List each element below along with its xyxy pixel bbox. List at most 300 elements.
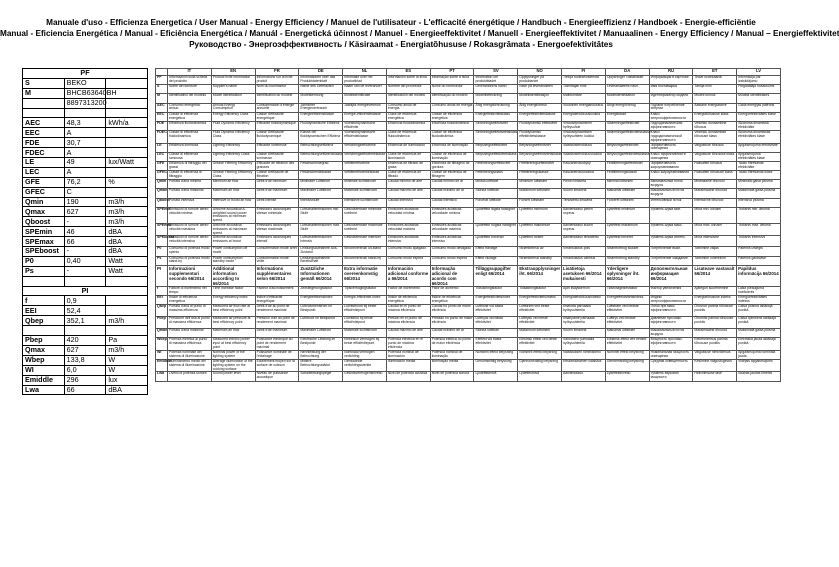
- defs-cell: Strømningseffektivitetsklasse: [605, 131, 649, 143]
- defs-cell: Класс энергоэффективности: [649, 112, 693, 121]
- defs-cell: Energy Efficiency Class: [211, 112, 255, 121]
- spec-row: [23, 375, 148, 385]
- defs-cell: Energieeffizienzindex: [299, 295, 343, 304]
- defs-cell: Luftvolumenstrom im Bestpunkt: [299, 305, 343, 317]
- defs-cell: Virtausdynaamisen hyötysuhteen luokka: [562, 131, 606, 143]
- spec-blank-cell: [64, 276, 106, 286]
- defs-row: [156, 76, 781, 85]
- defs-cell: Emissioni di rumore aereo velocità intensiva: [168, 236, 212, 247]
- defs-cell: Vetfilterefficiëntieklasse: [343, 171, 387, 180]
- spec-table: [22, 68, 148, 395]
- defs-cell: Iluminación media: [386, 359, 430, 371]
- spec-blank-cell: [64, 326, 106, 336]
- defs-cell: Suurin ilmavirta: [562, 189, 606, 198]
- defs-cell: Classe de eficiência de filtragem: [430, 171, 474, 180]
- defs-cell: Informazioni supplementari secondo 66/2014: [168, 265, 212, 286]
- defs-cell: Tarbimine ooterežiim: [693, 256, 737, 265]
- defs-lang-header: LV: [737, 69, 781, 76]
- defs-row: [156, 94, 781, 103]
- defs-cell: Gada enerģijas patēriņš: [737, 103, 781, 112]
- defs-cell: Belysningseffektivitet: [605, 143, 649, 152]
- defs-cell: Ljudeffekt forcerad: [474, 236, 518, 247]
- defs-cell: Presión en el punto de máxima eficiencia: [386, 317, 430, 329]
- defs-cell: Energieffektivitetsindeks: [518, 295, 562, 304]
- defs-cell: Clase de eficiencia fluidodinámica: [386, 131, 430, 143]
- defs-cell: Identificación del modelo: [386, 94, 430, 103]
- spec-key: P0: [23, 256, 65, 266]
- defs-cell: Geluidsemissie intensief: [343, 236, 387, 247]
- defs-cell: Energoefektivitātes klase: [737, 112, 781, 121]
- defs-cell: Energoefektivitātes indekss: [737, 295, 781, 304]
- defs-cell: Maximum air flow: [211, 189, 255, 198]
- defs-cell: Fettabscheidegrad: [299, 161, 343, 170]
- defs-cell: Pienin ilmavirta: [562, 180, 606, 189]
- defs-cell: Virtausdynaaminen hyötysuhde: [562, 121, 606, 130]
- defs-cell: Vloeistofdynamische efficiëntieklasse: [343, 131, 387, 143]
- defs-cell: Lydeffektnivå: [518, 372, 562, 381]
- defs-cell: Pressão no ponto de maior eficiência: [430, 317, 474, 329]
- defs-lang-header: NL: [343, 69, 387, 76]
- defs-row: [156, 103, 781, 112]
- defs-cell: Fettfiltreringsklass: [474, 171, 518, 180]
- defs-cell: Vetfilterefficiëntie: [343, 161, 387, 170]
- spec-value: 48,3: [64, 118, 106, 128]
- defs-cell: Opplysninger på produktarket: [518, 76, 562, 85]
- defs-cell: Luftschallemissionen min. Stufe: [299, 207, 343, 223]
- defs-cell: Õhuvool parima tõhususe punktis: [693, 305, 737, 317]
- defs-cell: Tijdsverhogingsfactor: [343, 286, 387, 295]
- defs-cell: Caudal mínimo de aire: [386, 180, 430, 189]
- defs-cell: Información sobre la ficha: [386, 76, 430, 85]
- defs-cell: Tauku filtrēšanas efektivitāte: [737, 161, 781, 170]
- defs-row: [156, 152, 781, 161]
- defs-cell: Extra informatie overeenkomstig 66/2014: [343, 265, 387, 286]
- spec-value: 296: [64, 375, 106, 385]
- spec-row: [23, 207, 148, 217]
- defs-cell: Информация в карточке: [649, 76, 693, 85]
- defs-cell: Leverandørens navn: [605, 85, 649, 94]
- defs-cell: Lydeffekt maksimum: [518, 224, 562, 236]
- defs-cell: Intensiivne õhuvool: [693, 198, 737, 207]
- defs-cell: Efficienza di filtraggio dei grassi: [168, 161, 212, 170]
- defs-cell: Eficiencia de filtrado de grasa: [386, 161, 430, 170]
- defs-cell: Fluiddynamisk effektivitetsklasse: [518, 131, 562, 143]
- defs-cell: Minimālā gaisa plūsma: [737, 180, 781, 189]
- defs-cell: Sound power level: [211, 372, 255, 381]
- defs-cell: Grease Filtering Efficiency Class: [211, 171, 255, 180]
- defs-cell: Luftschallemissionen Intensiv: [299, 236, 343, 247]
- spec-key: Qmax: [23, 345, 65, 355]
- defs-cell: Leistungsaufnahme Aus-Zustand: [299, 247, 343, 256]
- defs-cell: Класс жироулавливания: [649, 171, 693, 180]
- defs-cell: Klasse der fluiddynamischen Effizienz: [299, 131, 343, 143]
- defs-cell: Fettabscheideklasse: [299, 171, 343, 180]
- defs-cell: Valaistustehokkuusluokka: [562, 152, 606, 161]
- spec-row: [23, 138, 148, 148]
- defs-cell: Consumo modo apagado: [386, 247, 430, 256]
- defs-cell: Tarnija nimi: [693, 85, 737, 94]
- defs-cell: Belysningseffektivitet: [474, 143, 518, 152]
- defs-lang-header: DE: [299, 69, 343, 76]
- defs-cell: Potenza elettrica al punto di massima efficienza: [168, 338, 212, 350]
- defs-cell: Energiatõhususe klass: [693, 112, 737, 121]
- defs-cell: Jährlicher Energieverbrauch: [299, 103, 343, 112]
- defs-cell: Caudal máximo de ar: [430, 329, 474, 338]
- defs-cell: Débit d'air minimum: [255, 180, 299, 189]
- spec-value: 0,40: [64, 256, 106, 266]
- defs-code: Ps: [156, 256, 168, 265]
- defs-cell: Уровень шума мин.: [649, 207, 693, 223]
- defs-cell: Rasvanerotuskyky: [562, 161, 606, 170]
- defs-cell: Belysningseffektivitet: [518, 143, 562, 152]
- defs-cell: Elektrisk effekt ved bedste effektivitet: [605, 338, 649, 350]
- defs-cell: Tarbimine väljas: [693, 247, 737, 256]
- spec-blank-row: [23, 108, 148, 118]
- defs-cell: Virrankulutus pois: [562, 247, 606, 256]
- defs-cell: Elektrisch vermogen bij beste efficiëntiepunt: [343, 338, 387, 350]
- defs-cell: Energiatõhususe indeks: [693, 295, 737, 304]
- defs-cell: Forceret luftstrøm: [605, 198, 649, 207]
- defs-cell: Fettfiltreringsklasse: [518, 171, 562, 180]
- defs-cell: Elektrivõimsus parima tõhususe punktis: [693, 338, 737, 350]
- defs-cell: Фактор увеличения: [649, 286, 693, 295]
- defs-cell: Fedtfiltreringsklasse: [605, 171, 649, 180]
- defs-cell: Consommation d'énergie annuelle: [255, 103, 299, 112]
- spec-row: [23, 217, 148, 227]
- defs-cell: Papildus informācija 66/2014: [737, 265, 781, 286]
- spec-row: [23, 118, 148, 128]
- defs-cell: Maksimum luftstrøm: [518, 329, 562, 338]
- defs-cell: Suurin ilmavirta: [562, 329, 606, 338]
- defs-cell: Lydeffekt minimum: [605, 207, 649, 223]
- defs-cell: Informação sobre a ficha: [430, 76, 474, 85]
- spec-section-label: PI: [23, 286, 148, 296]
- spec-value: 49: [64, 158, 106, 168]
- spec-key: Pbep: [23, 336, 65, 346]
- defs-cell: Potenza nominale del sistema di illuminazione: [168, 350, 212, 359]
- defs-cell: Average illumination of the lighting system on the cooking surface: [211, 359, 255, 371]
- defs-cell: Lufttryck vid bästa effektivitet: [474, 317, 518, 329]
- defs-cell: Indice di efficienza energetica: [168, 295, 212, 304]
- spec-unit: dBA: [106, 385, 148, 395]
- defs-cell: Emissioni di rumore aereo velocità massima: [168, 224, 212, 236]
- defs-cell: Уровень шума интенс.: [649, 236, 693, 247]
- defs-cell: Šķidruma dinamiskā efektivitāte: [737, 121, 781, 130]
- defs-cell: Fettfiltreringseffektivitet: [474, 161, 518, 170]
- spec-value: BEKO: [64, 78, 106, 88]
- defs-code: Lwa: [156, 372, 168, 381]
- defs-cell: Största luftflöde: [474, 329, 518, 338]
- defs-cell: Beleuchtungseffizienzklasse: [299, 152, 343, 161]
- defs-cell: Clase de eficiencia de iluminación: [386, 152, 430, 161]
- defs-cell: Effekt viloläge: [474, 256, 518, 265]
- spec-section-header: [23, 69, 148, 79]
- defs-cell: Nominell effekt belysning: [518, 350, 562, 359]
- defs-cell: Eficiência fluidodinâmica: [430, 121, 474, 130]
- defs-cell: Fator de aumento: [430, 286, 474, 295]
- defs-cell: Portata d'aria al punto di massima efficienza: [168, 305, 212, 317]
- spec-section-header: [23, 286, 148, 296]
- defs-cell: Émissions acoustiques vitesse minimale: [255, 207, 299, 223]
- defs-cell: Vloeistofdynamische efficiëntie: [343, 121, 387, 130]
- defs-cell: Eficiência de filtragem de gordura: [430, 161, 474, 170]
- defs-cell: Maximum air flow: [211, 329, 255, 338]
- defs-cell: Eleffekt vid bästa effektivitet: [474, 338, 518, 350]
- defs-cell: Caudal máximo de aire: [386, 189, 430, 198]
- spec-row: [23, 306, 148, 316]
- defs-cell: Consommation mode arrêt: [255, 247, 299, 256]
- defs-cell: Maksimālā gaisa plūsma: [737, 329, 781, 338]
- defs-cell: Energieffektivitetsklasse: [518, 112, 562, 121]
- defs-cell: Lydeffekt forsert: [518, 236, 562, 247]
- defs-cell: Mallitunniste: [562, 94, 606, 103]
- defs-cell: Класс гидродинамической эффективности: [649, 131, 693, 143]
- defs-cell: Эффективность жироулавливания: [649, 161, 693, 170]
- defs-cell: Maksimālā gaisa plūsma: [737, 189, 781, 198]
- defs-cell: Strømforbruk av: [518, 247, 562, 256]
- defs-cell: Luftstrøm ved bedste effektivitet: [605, 305, 649, 317]
- defs-code: GFEC: [156, 171, 168, 180]
- defs-cell: Vuotuinen energiankulutus: [562, 103, 606, 112]
- defs-cell: Strømningseffektivitet: [605, 121, 649, 130]
- defs-cell: Strømforbrug standby: [605, 256, 649, 265]
- defs-cell: Patēriņš izslēgts: [737, 247, 781, 256]
- defs-cell: Clase de eficiencia energética: [386, 112, 430, 121]
- spec-key: WI: [23, 365, 65, 375]
- defs-cell: Имя поставщика: [649, 85, 693, 94]
- defs-code: SPEboost: [156, 236, 168, 247]
- defs-cell: Årligt energiforbrug: [605, 103, 649, 112]
- defs-cell: Гидродинамическая эффективность: [649, 121, 693, 130]
- defs-cell: Давление при макс. эффективности: [649, 317, 693, 329]
- defs-cell: Índice de eficiência energética: [430, 295, 474, 304]
- defs-row: [156, 236, 781, 247]
- defs-cell: Уровень шума макс.: [649, 224, 693, 236]
- defs-cell: Lydeffekt minimum: [518, 207, 562, 223]
- spec-unit: Watt: [106, 266, 148, 276]
- defs-cell: Índice de eficiencia energética: [386, 295, 430, 304]
- defs-cell: Classe di efficienza luminosa: [168, 152, 212, 161]
- defs-cell: Airborne acoustical A-weighted sound power emissions at minimum speed: [211, 207, 255, 223]
- spec-key: Qboost: [23, 217, 65, 227]
- defs-cell: Maksimaalne õhuvool: [693, 189, 737, 198]
- defs-cell: Luchtdruk bij beste efficiëntiepunt: [343, 317, 387, 329]
- defs-code: GFE: [156, 161, 168, 170]
- defs-cell: Modeļa identifikators: [737, 94, 781, 103]
- defs-cell: Facteur d'accroissement: [255, 286, 299, 295]
- defs-cell: Nom du fournisseur: [255, 85, 299, 94]
- defs-cell: Classe de eficiência energética: [430, 112, 474, 121]
- defs-code: EEC: [156, 112, 168, 121]
- document-title: [0, 17, 839, 50]
- defs-cell: Минимальный поток воздуха: [649, 180, 693, 189]
- defs-lang-header: ES: [386, 69, 430, 76]
- spec-row: [23, 227, 148, 237]
- spec-row: [23, 256, 148, 266]
- spec-blank-row: [23, 326, 148, 336]
- defs-cell: Tehostettu ilmavirta: [562, 198, 606, 207]
- spec-row: [23, 237, 148, 247]
- defs-cell: Efficacité de filtration des graisses: [255, 161, 299, 170]
- defs-cell: Beleuchtungseffizienz: [299, 143, 343, 152]
- defs-cell: Emissões acústicas velocidade mínima: [430, 207, 474, 223]
- defs-cell: Identificação do modelo: [430, 94, 474, 103]
- defs-cell: Keskimääräinen valaistus: [562, 359, 606, 371]
- spec-row: [23, 167, 148, 177]
- spec-value: 30,7: [64, 138, 106, 148]
- defs-cell: Luftstrøm ved beste effektivitet: [518, 305, 562, 317]
- spec-key: M: [23, 88, 65, 98]
- spec-value: 46: [64, 227, 106, 237]
- defs-cell: Valgustuse nimivõimsus: [693, 350, 737, 359]
- defs-cell: Maximaler Luftstrom: [299, 329, 343, 338]
- spec-key: [23, 98, 65, 108]
- defs-cell: Classe de eficiência de iluminação: [430, 152, 474, 161]
- defs-row: [156, 143, 781, 152]
- defs-code: SPEmax: [156, 224, 168, 236]
- spec-key: FDEC: [23, 148, 65, 158]
- defs-cell: Поток при макс. эффективности: [649, 305, 693, 317]
- defs-cell: Emissões acústicas velocidade máxima: [430, 224, 474, 236]
- defs-cell: Energieeffizienzklasse: [299, 112, 343, 121]
- spec-key: Emiddle: [23, 375, 65, 385]
- defs-cell: Šķidruma dinamiskās efektivitātes klase: [737, 131, 781, 143]
- defs-cell: Nominell effekt belysning: [474, 350, 518, 359]
- defs-cell: Lufttryk ved bedste effektivitet: [605, 317, 649, 329]
- spec-unit: lux/Watt: [106, 158, 148, 168]
- defs-cell: Minimal luftstrøm: [605, 180, 649, 189]
- defs-cell: Valgustuse tõhususe klass: [693, 152, 737, 161]
- defs-cell: Puissance électrique au point de rendement maximal: [255, 338, 299, 350]
- defs-cell: Sähköteho parhaalla hyötysuhteella: [562, 338, 606, 350]
- defs-cell: Müra min. kiirusel: [693, 207, 737, 223]
- defs-cell: Årlig energiförbrukning: [474, 103, 518, 112]
- spec-key: Wbep: [23, 355, 65, 365]
- defs-code: WI: [156, 350, 168, 359]
- defs-cell: Nome do fornecedor: [430, 85, 474, 94]
- defs-cell: Forcerat luftflöde: [474, 198, 518, 207]
- spec-row: [23, 355, 148, 365]
- spec-value: -: [64, 247, 106, 257]
- defs-cell: Minimale luchtstroom: [343, 180, 387, 189]
- defs-code: LEC: [156, 152, 168, 161]
- defs-row: [156, 265, 781, 286]
- defs-cell: Ljudeffekt högsta hastighet: [474, 224, 518, 236]
- defs-cell: Fedtfiltreringseffektivitet: [605, 161, 649, 170]
- defs-cell: Classe de eficiência fluidodinâmica: [430, 131, 474, 143]
- spec-key: EEC: [23, 128, 65, 138]
- defs-cell: Идентификатор модели: [649, 94, 693, 103]
- defs-cell: Supplier's name: [211, 85, 255, 94]
- defs-cell: Интенсивный поток: [649, 198, 693, 207]
- defs-cell: Tidsøkningsfaktor: [518, 286, 562, 295]
- defs-cell: Modellbeteckning: [474, 94, 518, 103]
- defs-cell: Intensivstufe: [299, 198, 343, 207]
- defs-row: [156, 359, 781, 371]
- defs-cell: Minimaler Luftstrom: [299, 180, 343, 189]
- defs-cell: Fluid Dynamic Efficiency: [211, 121, 255, 130]
- defs-cell: Эффективность освещения: [649, 143, 693, 152]
- defs-code: PF: [156, 76, 168, 85]
- defs-cell: Lisätietoja asetuksen 66/2014 mukaisesti: [562, 265, 606, 286]
- spec-blank-cell: [106, 326, 148, 336]
- spec-value: A: [64, 167, 106, 177]
- defs-cell: Annual Energy Consumption: [211, 103, 255, 112]
- spec-unit: [106, 187, 148, 197]
- defs-code: PI: [156, 265, 168, 286]
- defs-cell: Informazioni sulla scheda del prodotto: [168, 76, 212, 85]
- defs-cell: Energy efficiency index: [211, 295, 255, 304]
- defs-cell: Maksimal luftstrøm: [605, 189, 649, 198]
- defs-cell: Classe di efficienza fluidodinamica: [168, 131, 212, 143]
- defs-cell: Informations supplémentaires selon 66/2014: [255, 265, 299, 286]
- defs-cell: Luftschallemissionen max. Stufe: [299, 224, 343, 236]
- spec-value: 627: [64, 207, 106, 217]
- defs-cell: Lydeffekt forceret: [605, 236, 649, 247]
- defs-row: [156, 372, 781, 381]
- defs-cell: Ljudeffekt lägsta hastighet: [474, 207, 518, 223]
- defs-cell: Максимальный поток воздуха: [649, 329, 693, 338]
- defs-cell: Müra max. kiirusel: [693, 224, 737, 236]
- defs-cell: Luchtstroom bij beste efficiëntiepunt: [343, 305, 387, 317]
- defs-code: Emiddle: [156, 359, 168, 371]
- defs-cell: Maximale luchtstroom: [343, 329, 387, 338]
- defs-cell: Minsta luftflöde: [474, 180, 518, 189]
- defs-cell: Zusätzliche Informationen gemäß 66/2014: [299, 265, 343, 286]
- defs-cell: Fluid Dynamic Efficiency Class: [211, 131, 255, 143]
- defs-cell: Débit intensif: [255, 198, 299, 207]
- defs-cell: Intensieve luchtstroom: [343, 198, 387, 207]
- spec-value: -: [64, 266, 106, 276]
- defs-cell: Modellkennung: [299, 94, 343, 103]
- spec-key: SPEmin: [23, 227, 65, 237]
- defs-lang-header: SV: [474, 69, 518, 76]
- defs-cell: Energiatehokkuusluokka: [562, 112, 606, 121]
- defs-cell: Minimum luftstrøm: [518, 180, 562, 189]
- spec-value: 0,9: [64, 296, 106, 306]
- defs-cell: Caudal máximo de ar: [430, 189, 474, 198]
- spec-blank-cell: [106, 108, 148, 118]
- defs-cell: Débit d'air maximum: [255, 189, 299, 198]
- title-line-3: Руководство - Энергоэффективность / Käsiraamat - Energiatõhususe / Rokasgrāmata - Energoefektivitātes: [189, 40, 613, 49]
- spec-blank-row: [23, 276, 148, 286]
- defs-cell: Airborne acoustical emissions at maximum speed: [211, 224, 255, 236]
- defs-cell: Energie-efficiëntie-index: [343, 295, 387, 304]
- spec-row: [23, 187, 148, 197]
- defs-cell: Äänitehotaso tehostettu: [562, 236, 606, 247]
- defs-cell: Maksimum luftstrøm: [518, 189, 562, 198]
- defs-cell: Rasvafiltri tõhususe klass: [693, 171, 737, 180]
- defs-cell: Intensive or boost air flow: [211, 198, 255, 207]
- defs-cell: Energieffektivitetsklass: [474, 112, 518, 121]
- defs-cell: Elektrisk effekt ved beste effektivitet: [518, 338, 562, 350]
- defs-cell: Classe d'efficacité lumineuse: [255, 152, 299, 161]
- spec-blank-cell: [106, 276, 148, 286]
- defs-row: [156, 305, 781, 317]
- defs-code: Qboost: [156, 198, 168, 207]
- spec-value: BHCB63640BH: [64, 88, 106, 98]
- defs-cell: Ilmavirta parhaalla hyötysuhteella: [562, 305, 606, 317]
- spec-key: FDE: [23, 138, 65, 148]
- defs-cell: Nominel effekt belysning: [605, 350, 649, 359]
- defs-cell: Gaisa plūsma labākajā punktā: [737, 305, 781, 317]
- defs-cell: Lisateave vastavalt 66/2014: [693, 265, 737, 286]
- defs-lang-header: EN: [211, 69, 255, 76]
- defs-code: AEC: [156, 103, 168, 112]
- defs-cell: Lighting Efficiency Class: [211, 152, 255, 161]
- defs-cell: Verlichtingsefficiëntieklasse: [343, 152, 387, 161]
- spec-row: [23, 365, 148, 375]
